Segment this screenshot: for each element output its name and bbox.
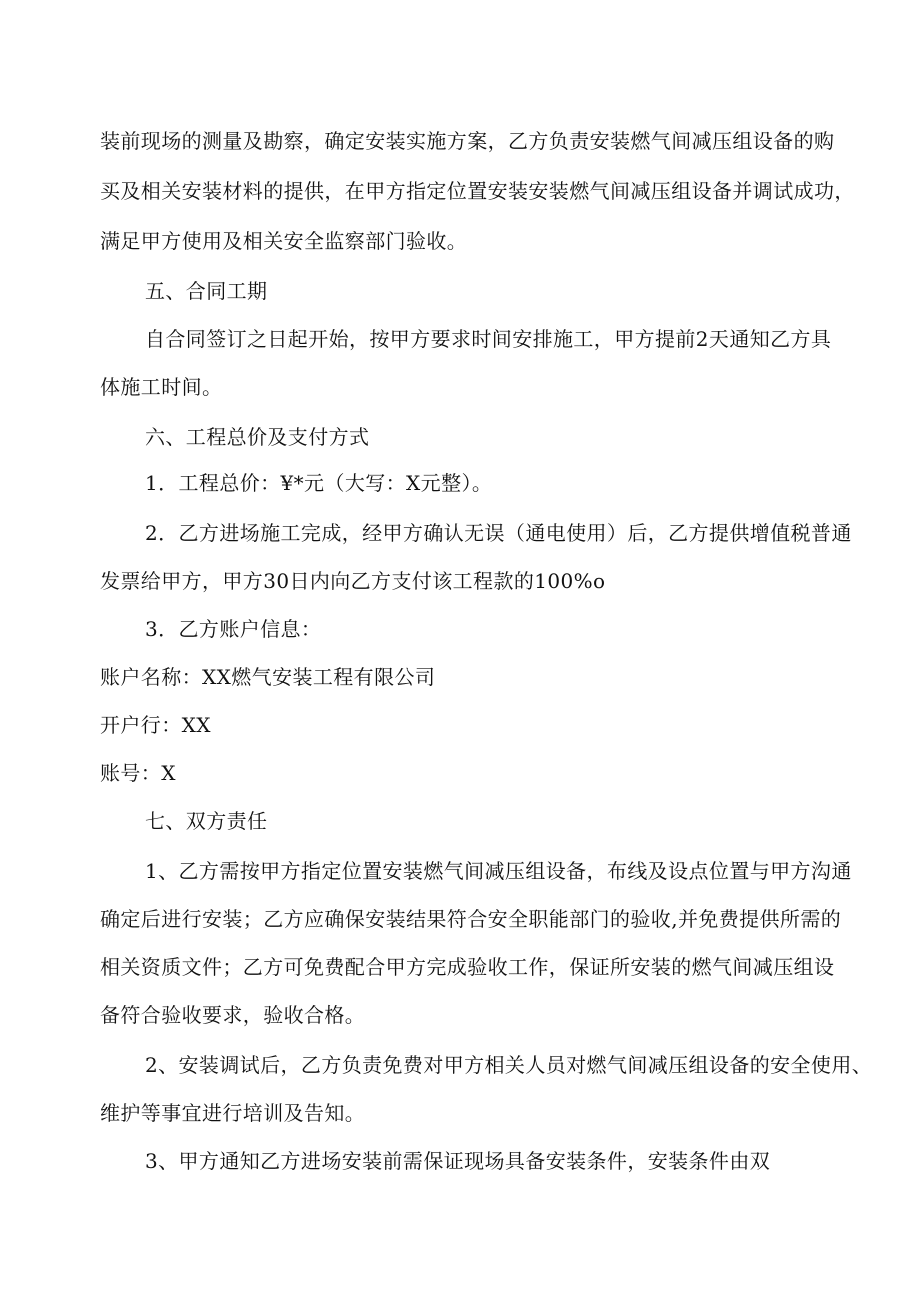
paragraph-line: 自合同签订之日起开始，按甲方要求时间安排施工，甲方提前2天通知乙方具 bbox=[145, 327, 832, 351]
section-heading: 六、工程总价及支付方式 bbox=[145, 425, 370, 449]
account-number: 账号：X bbox=[100, 761, 176, 785]
paragraph-line: 满足甲方使用及相关安全监察部门验收。 bbox=[100, 229, 468, 253]
paragraph-line: 相关资质文件；乙方可免费配合甲方完成验收工作，保证所安装的燃气间减压组设 bbox=[100, 955, 835, 979]
paragraph-line: 装前现场的测量及勘察，确定安装实施方案，乙方负责安装燃气间减压组设备的购 bbox=[100, 129, 835, 153]
paragraph-line: 买及相关安装材料的提供，在甲方指定位置安装安装燃气间减压组设备并调试成功， bbox=[100, 179, 855, 203]
paragraph-line: 体施工时间。 bbox=[100, 375, 223, 399]
account-bank: 开户行：XX bbox=[100, 713, 211, 737]
paragraph-line: 备符合验收要求，验收合格。 bbox=[100, 1003, 366, 1027]
account-name: 账户名称：XX燃气安装工程有限公司 bbox=[100, 665, 436, 689]
section-heading: 五、合同工期 bbox=[145, 279, 268, 303]
list-item: 2、安装调试后，乙方负责免费对甲方相关人员对燃气间减压组设备的安全使用、 bbox=[145, 1053, 873, 1077]
paragraph-line: 维护等事宜进行培训及告知。 bbox=[100, 1101, 366, 1125]
paragraph-line: 发票给甲方，甲方30日内向乙方支付该工程款的100%o bbox=[100, 569, 606, 593]
list-item: 3．乙方账户信息： bbox=[145, 617, 322, 641]
paragraph-line: 确定后进行安装；乙方应确保安装结果符合安全职能部门的验收,并免费提供所需的 bbox=[100, 907, 842, 931]
list-item: 1．工程总价：¥*元（大写：X元整）。 bbox=[145, 471, 493, 495]
section-heading: 七、双方责任 bbox=[145, 809, 268, 833]
list-item: 1、乙方需按甲方指定位置安装燃气间减压组设备，布线及设点位置与甲方沟通 bbox=[145, 859, 852, 883]
list-item: 2．乙方进场施工完成，经甲方确认无误（通电使用）后，乙方提供增值税普通 bbox=[145, 521, 852, 545]
list-item: 3、甲方通知乙方进场安装前需保证现场具备安装条件，安装条件由双 bbox=[145, 1149, 771, 1173]
